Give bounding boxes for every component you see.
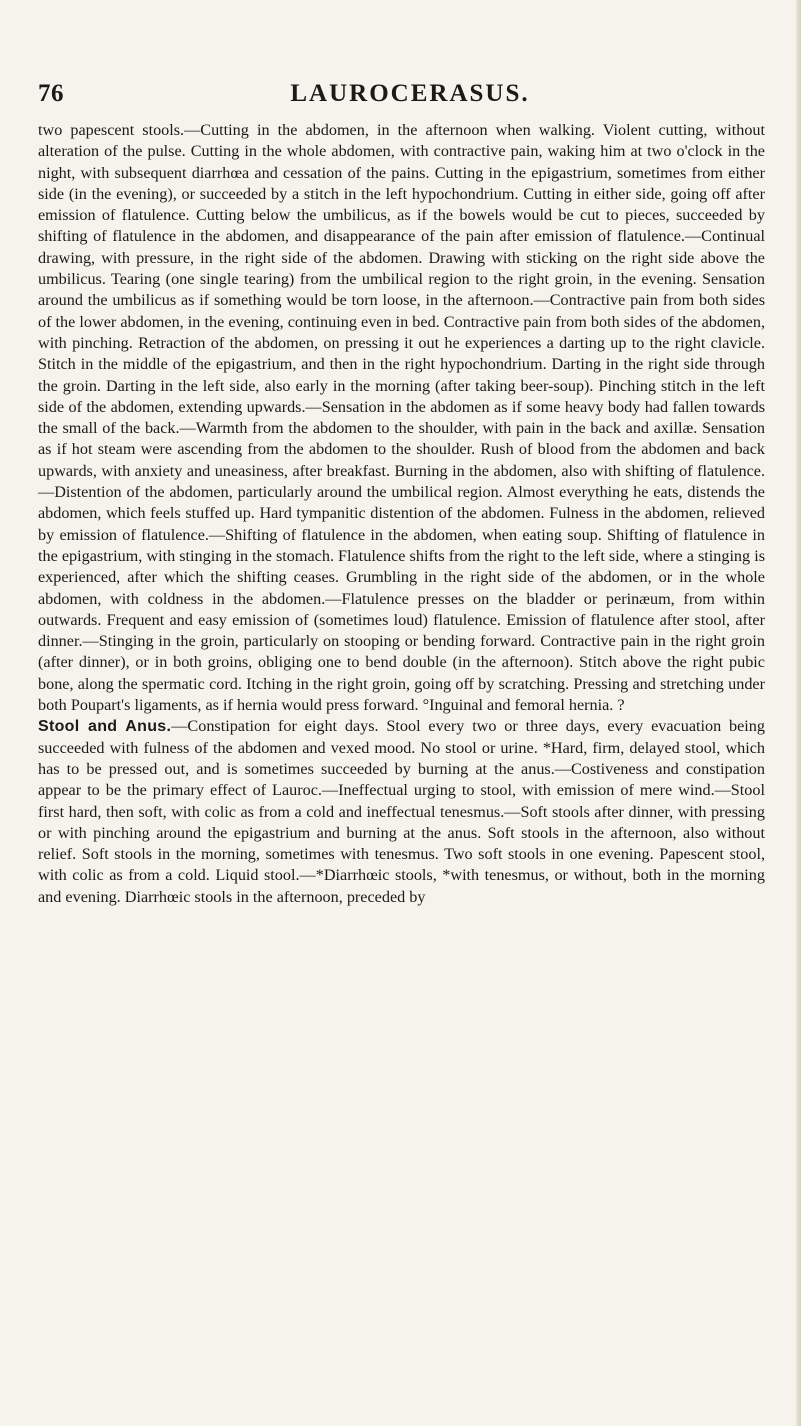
section-heading: Stool and Anus.	[38, 718, 172, 736]
page-edge	[796, 0, 801, 1426]
body-text	[38, 120, 765, 908]
page-number: 76	[38, 80, 64, 107]
running-head: LAUROCERASUS.	[290, 80, 530, 107]
stool-anus-paragraph	[38, 716, 765, 908]
stool-anus-text: —Constipation for eight days. Stool every two or three days, every evacuation being succeeded with fulness of the abdomen and vexed mood. No stool or urine. *Hard, firm, delayed stool, which has to be pressed out, and is sometimes succeeded by burning at the anus.—Costiveness and constipation appear to be the primary effect of Lauroc.—Ineffectual urging to stool, with emission of mere wind.—Stool first hard, then soft, with colic as from a cold and ineffectual tenesmus.—Soft stools after dinner, with pressing or with pinching around the epigastrium and burning at the anus. Soft stools in the afternoon, also without relief. Soft stools in the morning, sometimes with tenesmus. Two soft stools in one evening. Papescent stool, with colic as from a cold. Liquid stool.—*Diarrhœic stools, *with tenesmus, or without, both in the morning and evening. Diarrhœic stools in the afternoon, preceded by	[38, 717, 765, 906]
symptoms-abdomen-paragraph: two papescent stools.—Cutting in the abdomen, in the afternoon when walking. Violent cutting, without alteration of the pulse. Cutting in the whole abdomen, with contractive pain, waking him at two o'clock in the night, with subsequent diarrhœa and cessation of the pains. Cutting in the epigastrium, sometimes from either side (in the evening), or succeeded by a stitch in the left hypochondrium. Cutting in either side, going off after emission of flatulence. Cutting below the umbilicus, as if the bowels would be cut to pieces, succeeded by shifting of flatulence in the abdomen, and disappearance of the pain after emission of flatulence.—Continual drawing, with pressure, in the right side of the abdomen. Drawing with sticking on the right side above the umbilicus. Tearing (one single tearing) from the umbilical region to the right groin, in the evening. Sensation around the umbilicus as if something would be torn loose, in the afternoon.—Contractive pain from both sides of the lower abdomen, in the evening, continuing even in bed. Contractive pain from both sides of the abdomen, with pinching. Retraction of the abdomen, on pressing it out he experiences a darting up to the right clavicle. Stitch in the middle of the epigastrium, and then in the right hypochondrium. Darting in the right side through the groin. Darting in the left side, also early in the morning (after taking beer-soup). Pinching stitch in the left side of the abdomen, extending upwards.—Sensation in the abdomen as if some heavy body had fallen towards the small of the back.—Warmth from the abdomen to the shoulder, with pain in the back and axillæ. Sensation as if hot steam were ascending from the abdomen to the shoulder. Rush of blood from the abdomen and back upwards, with anxiety and uneasiness, after breakfast. Burning in the abdomen, also with shifting of flatulence.—Distention of the abdomen, particularly around the umbilical region. Almost everything he eats, distends the abdomen, which feels stuffed up. Hard tympanitic distention of the abdomen. Fulness in the abdomen, relieved by emission of flatulence.—Shifting of flatulence in the abdomen, when eating soup. Shifting of flatulence in the epigastrium, with stinging in the stomach. Flatulence shifts from the right to the left side, where a stinging is experienced, after which the shifting ceases. Grumbling in the right side of the abdomen, or in the whole abdomen, with coldness in the abdomen.—Flatulence presses on the bladder or perinæum, from within outwards. Frequent and easy emission of (sometimes loud) flatulence. Emission of flatulence after stool, after dinner.—Stinging in the groin, particularly on stooping or bending forward. Contractive pain in the right groin (after dinner), or in both groins, obliging one to bend double (in the afternoon). Stitch above the right pubic bone, along the spermatic cord. Itching in the right groin, going off by scratching. Pressing and stretching under both Poupart's ligaments, as if hernia would press forward. °Inguinal and femoral hernia. ?	[38, 121, 765, 715]
page-header	[38, 80, 762, 110]
